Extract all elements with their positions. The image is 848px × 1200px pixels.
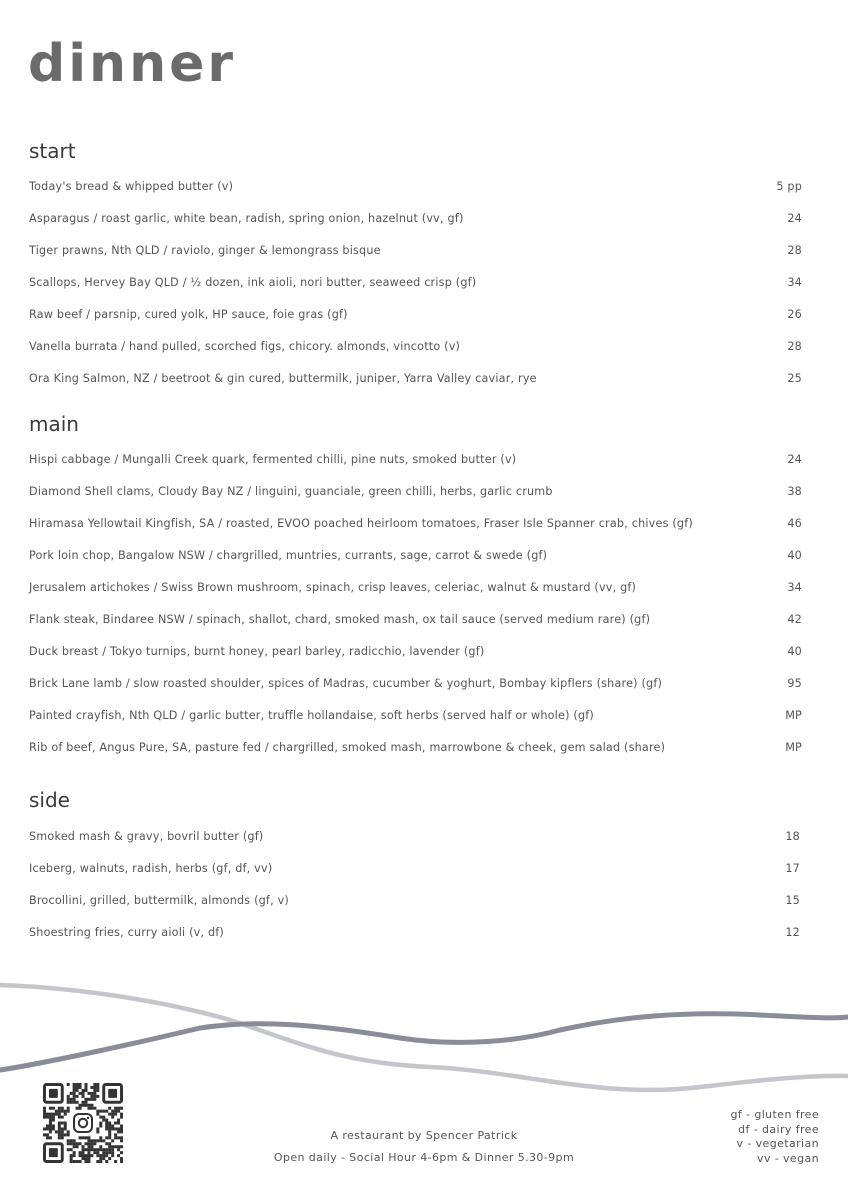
qr-module bbox=[55, 1110, 58, 1113]
item-name: Ora King Salmon, NZ / beetroot & gin cured, buttermilk, juniper, Yarra Valley caviar, rye bbox=[29, 371, 537, 385]
qr-module bbox=[87, 1145, 90, 1148]
wave-light bbox=[0, 985, 848, 1090]
qr-module bbox=[114, 1107, 117, 1110]
qr-module bbox=[73, 1095, 76, 1098]
item-price: 95 bbox=[787, 676, 802, 690]
menu-item bbox=[29, 579, 802, 595]
qr-module bbox=[79, 1142, 82, 1145]
qr-module bbox=[82, 1089, 85, 1092]
qr-module bbox=[102, 1116, 105, 1119]
menu-item bbox=[29, 924, 800, 940]
qr-module bbox=[99, 1110, 102, 1113]
qr-module bbox=[105, 1142, 108, 1145]
qr-module bbox=[87, 1104, 90, 1107]
qr-module bbox=[61, 1116, 64, 1119]
qr-module bbox=[67, 1101, 70, 1104]
qr-module bbox=[87, 1107, 90, 1110]
qr-module bbox=[99, 1124, 102, 1127]
menu-item bbox=[29, 242, 802, 258]
qr-module bbox=[99, 1145, 102, 1148]
legend-item: vv - vegan bbox=[757, 1151, 819, 1165]
qr-module bbox=[67, 1110, 70, 1113]
qr-module bbox=[73, 1092, 76, 1095]
qr-module bbox=[111, 1124, 114, 1127]
qr-finder-center bbox=[108, 1089, 117, 1098]
qr-module bbox=[93, 1086, 96, 1089]
qr-module bbox=[49, 1122, 52, 1125]
qr-module bbox=[108, 1107, 111, 1110]
qr-module bbox=[49, 1113, 52, 1116]
qr-module bbox=[52, 1119, 55, 1122]
qr-module bbox=[96, 1083, 99, 1086]
qr-module bbox=[84, 1101, 87, 1104]
qr-module bbox=[82, 1092, 85, 1095]
qr-module bbox=[76, 1101, 79, 1104]
qr-module bbox=[90, 1104, 93, 1107]
qr-module bbox=[99, 1122, 102, 1125]
item-price: 24 bbox=[787, 211, 802, 225]
qr-module bbox=[76, 1083, 79, 1086]
qr-module bbox=[49, 1107, 52, 1110]
qr-module bbox=[52, 1116, 55, 1119]
qr-module bbox=[73, 1089, 76, 1092]
qr-module bbox=[58, 1107, 61, 1110]
qr-module bbox=[49, 1116, 52, 1119]
item-name: Duck breast / Tokyo turnips, burnt honey, pearl barley, radicchio, lavender (gf) bbox=[29, 644, 485, 658]
item-name: Pork loin chop, Bangalow NSW / chargrilled, muntries, currants, sage, carrot & swede (gf) bbox=[29, 548, 548, 562]
qr-module bbox=[96, 1113, 99, 1116]
qr-module bbox=[58, 1122, 61, 1125]
item-name: Iceberg, walnuts, radish, herbs (gf, df, vv) bbox=[29, 861, 273, 875]
section-title-side: side bbox=[29, 788, 70, 812]
qr-module bbox=[82, 1145, 85, 1148]
section-title-main: main bbox=[29, 412, 79, 436]
qr-module bbox=[43, 1116, 46, 1119]
item-price: 5 pp bbox=[776, 179, 802, 193]
qr-module bbox=[61, 1122, 64, 1125]
opening-hours: Open daily - Social Hour 4-6pm & Dinner 5.30-9pm bbox=[273, 1151, 575, 1164]
qr-module bbox=[117, 1107, 120, 1110]
qr-module bbox=[114, 1113, 117, 1116]
item-name: Scallops, Hervey Bay QLD / ½ dozen, ink aioli, nori butter, seaweed crisp (gf) bbox=[29, 275, 477, 289]
item-name: Tiger prawns, Nth QLD / raviolo, ginger & lemongrass bisque bbox=[29, 243, 381, 257]
menu-item bbox=[29, 515, 802, 531]
qr-module bbox=[52, 1113, 55, 1116]
qr-module bbox=[108, 1122, 111, 1125]
item-name: Raw beef / parsnip, cured yolk, HP sauce, foie gras (gf) bbox=[29, 307, 348, 321]
qr-module bbox=[76, 1086, 79, 1089]
menu-item bbox=[29, 707, 802, 723]
qr-module bbox=[93, 1083, 96, 1086]
qr-module bbox=[120, 1145, 123, 1148]
qr-module bbox=[108, 1124, 111, 1127]
qr-module bbox=[61, 1107, 64, 1110]
qr-module bbox=[108, 1145, 111, 1148]
qr-module bbox=[58, 1113, 61, 1116]
qr-module bbox=[76, 1107, 79, 1110]
qr-module bbox=[70, 1092, 73, 1095]
menu-item bbox=[29, 739, 802, 755]
qr-module bbox=[96, 1110, 99, 1113]
item-name: Shoestring fries, curry aioli (v, df) bbox=[29, 925, 224, 939]
qr-module bbox=[93, 1142, 96, 1145]
restaurant-tagline: A restaurant by Spencer Patrick bbox=[330, 1129, 518, 1142]
qr-module bbox=[105, 1124, 108, 1127]
qr-module bbox=[90, 1086, 93, 1089]
qr-module bbox=[46, 1124, 49, 1127]
item-name: Painted crayfish, Nth QLD / garlic butter, truffle hollandaise, soft herbs (served half or whole) (gf) bbox=[29, 708, 594, 722]
item-price: 34 bbox=[787, 275, 802, 289]
menu-item bbox=[29, 210, 802, 226]
menu-item bbox=[29, 892, 800, 908]
item-price: 25 bbox=[787, 371, 802, 385]
qr-module bbox=[90, 1142, 93, 1145]
menu-item bbox=[29, 643, 802, 659]
qr-module bbox=[93, 1107, 96, 1110]
qr-module bbox=[70, 1098, 73, 1101]
qr-module bbox=[117, 1122, 120, 1125]
item-name: Smoked mash & gravy, bovril butter (gf) bbox=[29, 829, 264, 843]
qr-module bbox=[58, 1124, 61, 1127]
qr-module bbox=[102, 1110, 105, 1113]
menu-item bbox=[29, 370, 802, 386]
qr-module bbox=[76, 1089, 79, 1092]
qr-module bbox=[76, 1145, 79, 1148]
qr-module bbox=[105, 1119, 108, 1122]
item-name: Hispi cabbage / Mungalli Creek quark, fermented chilli, pine nuts, smoked butter (v) bbox=[29, 452, 517, 466]
qr-module bbox=[52, 1107, 55, 1110]
qr-module bbox=[90, 1098, 93, 1101]
menu-item bbox=[29, 483, 802, 499]
qr-module bbox=[120, 1107, 123, 1110]
qr-module bbox=[84, 1089, 87, 1092]
item-name: Brocollini, grilled, buttermilk, almonds (gf, v) bbox=[29, 893, 289, 907]
item-name: Rib of beef, Angus Pure, SA, pasture fed / chargrilled, smoked mash, marrowbone & cheek, gem salad (share) bbox=[29, 740, 666, 754]
menu-item bbox=[29, 306, 802, 322]
qr-module bbox=[58, 1110, 61, 1113]
qr-module bbox=[73, 1098, 76, 1101]
qr-module bbox=[117, 1110, 120, 1113]
item-price: 28 bbox=[787, 243, 802, 257]
menu-item bbox=[29, 675, 802, 691]
qr-module bbox=[61, 1110, 64, 1113]
qr-module bbox=[79, 1104, 82, 1107]
qr-module bbox=[93, 1098, 96, 1101]
qr-module bbox=[90, 1092, 93, 1095]
menu-item bbox=[29, 178, 802, 194]
item-price: 17 bbox=[785, 861, 800, 875]
qr-module bbox=[73, 1145, 76, 1148]
qr-module bbox=[79, 1092, 82, 1095]
qr-module bbox=[64, 1122, 67, 1125]
qr-module bbox=[43, 1107, 46, 1110]
item-price: 42 bbox=[787, 612, 802, 626]
qr-module bbox=[111, 1113, 114, 1116]
qr-module bbox=[84, 1086, 87, 1089]
item-name: Diamond Shell clams, Cloudy Bay NZ / linguini, guanciale, green chilli, herbs, garlic crumb bbox=[29, 484, 553, 498]
page-title: dinner bbox=[28, 34, 236, 94]
qr-module bbox=[70, 1142, 73, 1145]
qr-module bbox=[64, 1124, 67, 1127]
qr-module bbox=[120, 1116, 123, 1119]
qr-module bbox=[84, 1098, 87, 1101]
qr-module bbox=[111, 1116, 114, 1119]
qr-module bbox=[105, 1122, 108, 1125]
qr-module bbox=[117, 1119, 120, 1122]
item-name: Jerusalem artichokes / Swiss Brown mushroom, spinach, crisp leaves, celeriac, walnut & mustard (vv, gf) bbox=[29, 580, 637, 594]
qr-finder-center bbox=[49, 1089, 58, 1098]
item-price: 26 bbox=[787, 307, 802, 321]
menu-item bbox=[29, 451, 802, 467]
qr-module bbox=[58, 1116, 61, 1119]
qr-module bbox=[111, 1145, 114, 1148]
qr-module bbox=[82, 1104, 85, 1107]
qr-module bbox=[82, 1101, 85, 1104]
legend-item: gf - gluten free bbox=[730, 1108, 819, 1121]
qr-module bbox=[76, 1095, 79, 1098]
qr-module bbox=[90, 1107, 93, 1110]
menu-item bbox=[29, 547, 802, 563]
qr-module bbox=[79, 1107, 82, 1110]
qr-module bbox=[87, 1098, 90, 1101]
wave-dark bbox=[0, 1014, 848, 1070]
item-price: 24 bbox=[787, 452, 802, 466]
qr-module bbox=[46, 1113, 49, 1116]
item-name: Flank steak, Bindaree NSW / spinach, shallot, chard, smoked mash, ox tail sauce (served medium rare) (gf) bbox=[29, 612, 651, 626]
qr-module bbox=[43, 1113, 46, 1116]
qr-module bbox=[73, 1142, 76, 1145]
qr-module bbox=[67, 1095, 70, 1098]
qr-module bbox=[90, 1145, 93, 1148]
qr-module bbox=[87, 1142, 90, 1145]
decorative-waves bbox=[0, 975, 848, 1105]
qr-module bbox=[111, 1110, 114, 1113]
qr-module bbox=[52, 1124, 55, 1127]
menu-item bbox=[29, 828, 800, 844]
qr-module bbox=[82, 1095, 85, 1098]
section-title-start: start bbox=[29, 139, 76, 163]
item-price: 15 bbox=[785, 893, 800, 907]
qr-module bbox=[120, 1113, 123, 1116]
qr-module bbox=[102, 1119, 105, 1122]
qr-module bbox=[120, 1124, 123, 1127]
qr-module bbox=[93, 1089, 96, 1092]
menu-item bbox=[29, 860, 800, 876]
item-price: 40 bbox=[787, 644, 802, 658]
menu-item bbox=[29, 611, 802, 627]
qr-module bbox=[108, 1142, 111, 1145]
qr-module bbox=[84, 1142, 87, 1145]
item-name: Today's bread & whipped butter (v) bbox=[29, 179, 234, 193]
item-name: Vanella burrata / hand pulled, scorched figs, chicory. almonds, vincotto (v) bbox=[29, 339, 461, 353]
item-price: 46 bbox=[787, 516, 802, 530]
qr-module bbox=[73, 1083, 76, 1086]
legend-item: v - vegetarian bbox=[736, 1137, 819, 1150]
item-price: 12 bbox=[785, 925, 800, 939]
qr-module bbox=[99, 1116, 102, 1119]
qr-module bbox=[79, 1083, 82, 1086]
qr-module bbox=[64, 1113, 67, 1116]
item-name: Brick Lane lamb / slow roasted shoulder, spices of Madras, cucumber & yoghurt, Bombay kipflers (share) (gf) bbox=[29, 676, 663, 690]
qr-module bbox=[67, 1142, 70, 1145]
qr-module bbox=[49, 1124, 52, 1127]
item-price: 28 bbox=[787, 339, 802, 353]
qr-module bbox=[84, 1083, 87, 1086]
qr-module bbox=[49, 1119, 52, 1122]
qr-module bbox=[55, 1113, 58, 1116]
qr-module bbox=[76, 1142, 79, 1145]
qr-module bbox=[90, 1095, 93, 1098]
menu-item bbox=[29, 274, 802, 290]
item-price: MP bbox=[785, 740, 802, 754]
qr-module bbox=[67, 1083, 70, 1086]
qr-module bbox=[79, 1086, 82, 1089]
legend-item: df - dairy free bbox=[738, 1122, 819, 1136]
qr-module bbox=[67, 1107, 70, 1110]
dietary-legend bbox=[731, 1108, 819, 1166]
item-price: 18 bbox=[785, 829, 800, 843]
qr-module bbox=[93, 1092, 96, 1095]
qr-module bbox=[114, 1110, 117, 1113]
qr-module bbox=[114, 1145, 117, 1148]
qr-module bbox=[70, 1101, 73, 1104]
qr-module bbox=[108, 1113, 111, 1116]
qr-module bbox=[84, 1104, 87, 1107]
qr-module bbox=[67, 1098, 70, 1101]
item-name: Asparagus / roast garlic, white bean, radish, spring onion, hazelnut (vv, gf) bbox=[29, 211, 464, 225]
item-price: 38 bbox=[787, 484, 802, 498]
qr-module bbox=[93, 1095, 96, 1098]
qr-module bbox=[114, 1122, 117, 1125]
item-name: Hiramasa Yellowtail Kingfish, SA / roasted, EVOO poached heirloom tomatoes, Fraser Isle Spanner crab, chives (gf) bbox=[29, 516, 693, 530]
item-price: 40 bbox=[787, 548, 802, 562]
qr-module bbox=[96, 1095, 99, 1098]
item-price: MP bbox=[785, 708, 802, 722]
menu-item bbox=[29, 338, 802, 354]
qr-module bbox=[96, 1086, 99, 1089]
item-price: 34 bbox=[787, 580, 802, 594]
qr-module bbox=[64, 1110, 67, 1113]
qr-module bbox=[117, 1145, 120, 1148]
qr-module bbox=[46, 1116, 49, 1119]
qr-module bbox=[87, 1092, 90, 1095]
qr-module bbox=[73, 1101, 76, 1104]
qr-module bbox=[96, 1089, 99, 1092]
qr-module bbox=[43, 1110, 46, 1113]
qr-module bbox=[73, 1086, 76, 1089]
qr-module bbox=[105, 1110, 108, 1113]
